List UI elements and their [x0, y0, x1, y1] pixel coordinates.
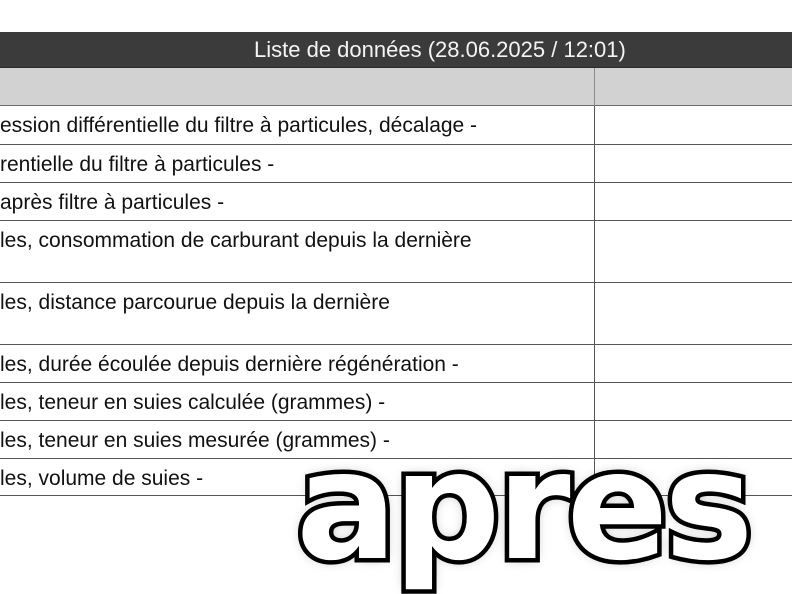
row-label: les, teneur en suies calculée (grammes) -: [0, 391, 386, 414]
table-row[interactable]: [0, 221, 792, 283]
window-title: Liste de données (28.06.2025 / 12:01): [254, 37, 626, 62]
row-value: [594, 145, 792, 182]
row-value: [594, 183, 792, 220]
row-value: [594, 345, 792, 382]
table-row[interactable]: [0, 383, 792, 421]
row-label: les, teneur en suies mesurée (grammes) -: [0, 429, 390, 452]
overlay-caption: apres: [296, 420, 750, 594]
row-label: rentielle du filtre à particules -: [0, 153, 275, 176]
row-value: [594, 221, 792, 282]
table-row[interactable]: [0, 106, 792, 145]
row-label: les, durée écoulée depuis dernière régénération -: [0, 353, 459, 376]
table-row[interactable]: [0, 145, 792, 183]
row-value: [594, 106, 792, 144]
table-row[interactable]: [0, 183, 792, 221]
row-label: les, consommation de carburant depuis la dernière: [0, 229, 472, 252]
table-header-row: [0, 68, 792, 106]
row-label: après filtre à particules -: [0, 191, 225, 214]
row-label: les, volume de suies -: [0, 467, 204, 490]
row-label: les, distance parcourue depuis la dernière: [0, 291, 390, 314]
row-label: ession différentielle du filtre à particules, décalage -: [0, 114, 478, 137]
title-bar: [0, 32, 792, 68]
row-value: [594, 283, 792, 344]
column-divider: [594, 68, 595, 106]
row-value: [594, 383, 792, 420]
table-row[interactable]: [0, 283, 792, 345]
table-row[interactable]: [0, 345, 792, 383]
